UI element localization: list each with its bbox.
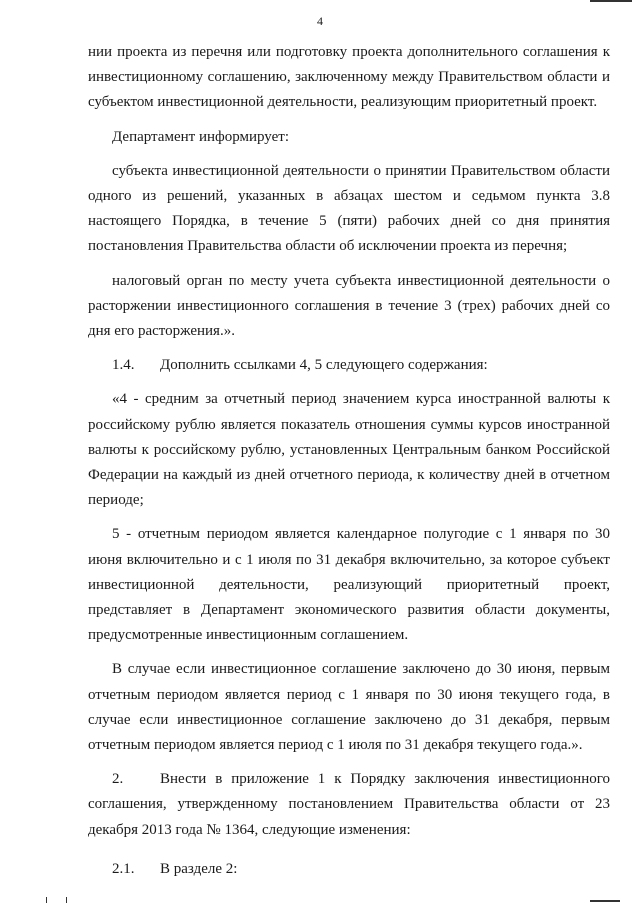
paragraph-inform-tax-authority: налоговый орган по месту учета субъекта инвестиционной деятельности о расторжении инвестиционного соглашения в течение 3 (трех) рабочих дней со дня его расторжения.». bbox=[88, 272, 610, 340]
item-number: 2. bbox=[112, 771, 124, 788]
paragraph-footnote-4: «4 - средним за отчетный период значением курса иностранной валюты к российскому рублю является показатель отношения суммы курсов иностранной валюты к российскому рублю, установленных Центральным банком Российской Федерации на каждый из дней отчетного периода, к количеству дней в отчетном периоде; bbox=[88, 391, 610, 509]
paragraph-inform-subject: субъекта инвестиционной деятельности о принятии Правительством области одного из решений, указанных в абзацах шестом и седьмом пункта 3.8 настоящего Порядка, в течение 5 (пяти) рабочих дней со дня принятия постановления Правительства области об исключении проекта из перечня; bbox=[88, 162, 610, 255]
scan-mark-top-right bbox=[590, 0, 632, 2]
document-body bbox=[88, 40, 610, 882]
paragraph-continuation: нии проекта из перечня или подготовку проекта дополнительного соглашения к инвестиционному соглашению, заключенному между Правительством области и субъектом инвестиционной деятельности, реализующим приоритетный проект. bbox=[88, 44, 610, 111]
scan-mark-bottom-left bbox=[46, 897, 47, 903]
paragraph-item-2 bbox=[88, 767, 610, 843]
scan-mark-bottom-left bbox=[66, 897, 67, 903]
paragraph-first-period: В случае если инвестиционное соглашение заключено до 30 июня, первым отчетным периодом является период с 1 января по 30 июня текущего года, в случае если инвестиционное соглашение заключено до 31 декабря, первым отчетным периодом является период с 1 июля по 31 декабря текущего года.». bbox=[88, 661, 610, 754]
paragraph-item-2-1 bbox=[88, 857, 610, 882]
paragraph-item-1-4 bbox=[88, 353, 610, 378]
page-number: 4 bbox=[317, 14, 323, 28]
item-text: Дополнить ссылками 4, 5 следующего содержания: bbox=[160, 357, 488, 374]
paragraph-department-informs: Департамент информирует: bbox=[112, 128, 289, 145]
item-number: 2.1. bbox=[112, 860, 135, 877]
scan-mark-bottom-right bbox=[590, 900, 620, 902]
item-text: Внести в приложение 1 к Порядку заключения инвестиционного соглашения, утвержденному постановлением Правительства области от 23 декабря 2013 года № 1364, следующие изменения: bbox=[88, 771, 610, 838]
item-text: В разделе 2: bbox=[160, 860, 238, 877]
item-number: 1.4. bbox=[112, 357, 135, 374]
paragraph-footnote-5: 5 - отчетным периодом является календарное полугодие с 1 января по 30 июня включительно и с 1 июля по 31 декабря включительно, за которое субъект инвестиционной деятельности, реализующий приоритетный проект, представляет в Департамент экономического развития области документы, предусмотренные инвестиционным соглашением. bbox=[88, 526, 610, 644]
